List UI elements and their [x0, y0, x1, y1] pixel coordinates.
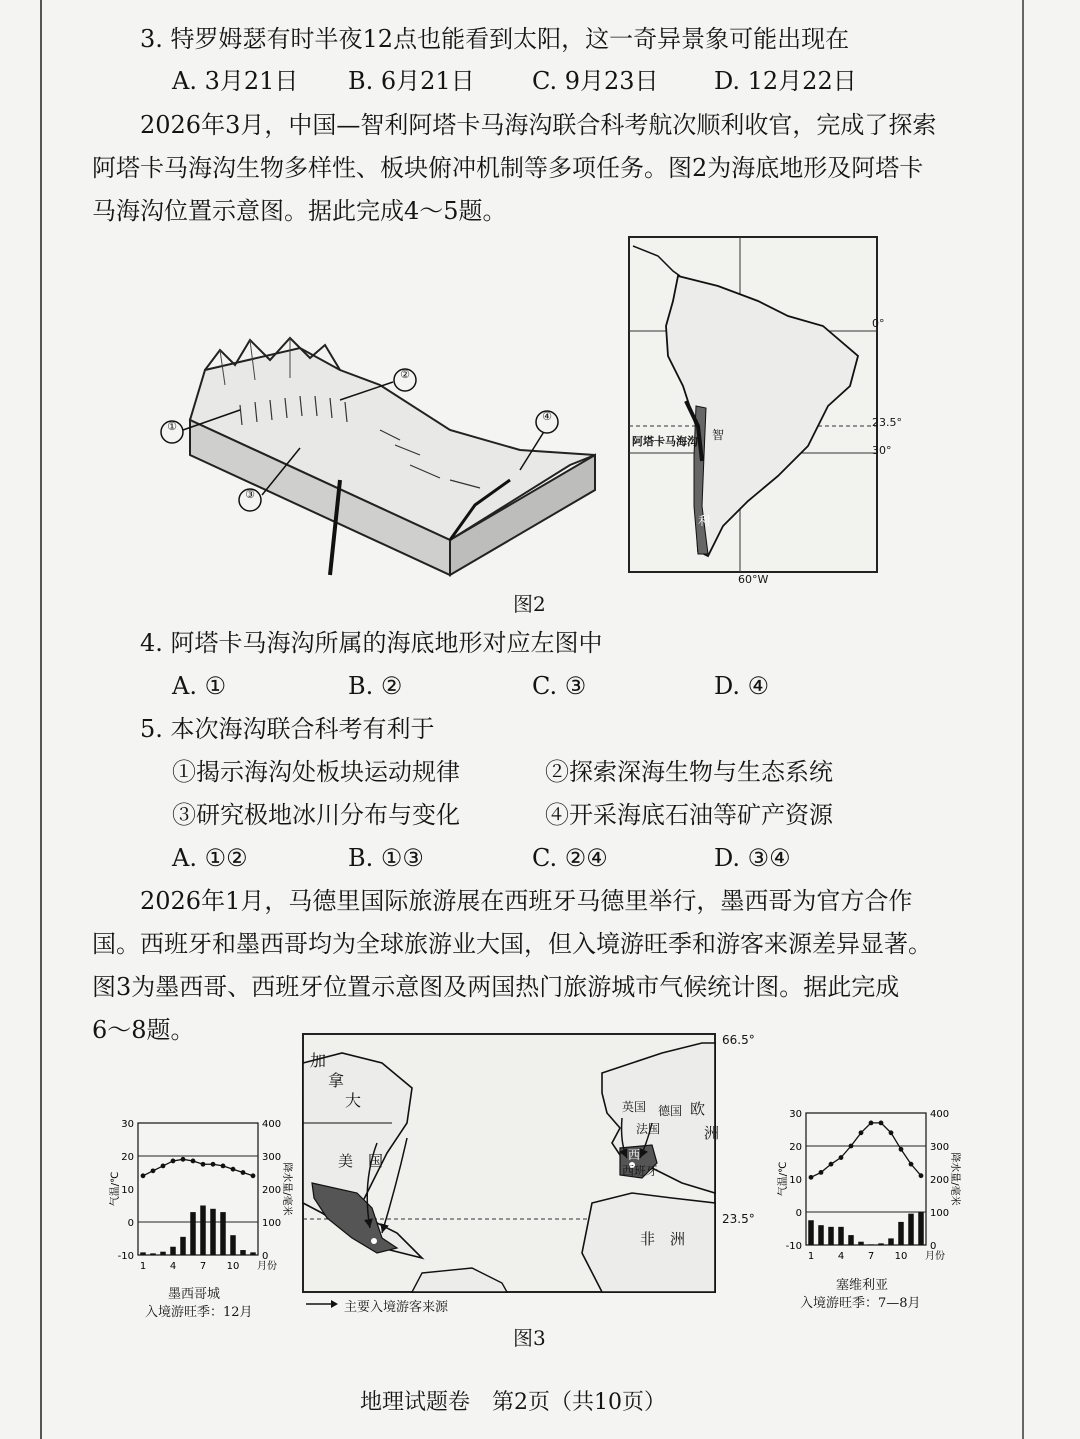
precip-bar: [888, 1238, 894, 1245]
precip-tick-label: 300: [930, 1142, 950, 1153]
q5-item-4: ④开采海底石油等矿产资源: [545, 801, 833, 829]
q3-option-a: A. 3月21日: [172, 67, 299, 95]
temp-point: [889, 1130, 894, 1135]
right-chart-city: 塞维利亚: [836, 1278, 889, 1293]
precip-bar: [160, 1252, 166, 1255]
temp-tick-label: 10: [789, 1175, 802, 1186]
month-tick-label: 10: [894, 1251, 908, 1262]
q4-option-b: B. ②: [348, 672, 403, 700]
precip-tick-label: 0: [930, 1241, 937, 1252]
month-tick-label: 7: [867, 1251, 875, 1262]
temp-point: [231, 1167, 236, 1172]
precip-bar: [200, 1206, 206, 1256]
fig3-caption: 图3: [513, 1326, 546, 1350]
passage1-line3: 马海沟位置示意图。据此完成4～5题。: [92, 197, 507, 225]
map-label-europe-1: 欧: [690, 1100, 706, 1118]
temp-point: [191, 1159, 196, 1164]
seafloor-block-diagram: [150, 330, 610, 580]
map-label-france: 法国: [636, 1122, 661, 1136]
passage2-line4: 6～8题。: [92, 1016, 195, 1044]
map-label-lat-30: 30°: [872, 444, 892, 457]
temp-point: [819, 1170, 824, 1175]
temp-point: [809, 1175, 814, 1180]
precip-bar: [210, 1209, 216, 1255]
temp-point: [221, 1164, 226, 1169]
precip-bar: [838, 1227, 844, 1245]
temp-point: [879, 1121, 884, 1126]
temp-point: [241, 1170, 246, 1175]
q5-option-c: C. ②④: [532, 844, 608, 872]
q4-option-c: C. ③: [532, 672, 587, 700]
q3-option-c: C. 9月23日: [532, 67, 659, 95]
block-label-1: ①: [167, 420, 177, 433]
page-border-left: [40, 0, 42, 1439]
map-label-canada-2: 拿: [328, 1071, 345, 1090]
precip-tick-label: 400: [930, 1109, 950, 1120]
block-label-2: ②: [400, 368, 410, 381]
precip-axis-label: 降水量/毫米: [281, 1162, 292, 1216]
q4-stem: 4. 阿塔卡马海沟所属的海底地形对应左图中: [140, 629, 603, 657]
map-label-germany: 德国: [658, 1104, 683, 1118]
q5-option-b: B. ①③: [348, 844, 424, 872]
precip-bar: [898, 1222, 904, 1245]
q5-option-d: D. ③④: [714, 844, 791, 872]
map-label-lat-0: 0°: [872, 317, 885, 330]
precip-bar: [858, 1242, 864, 1245]
temp-tick-label: 0: [127, 1218, 134, 1229]
q5-item-1: ①揭示海沟处板块运动规律: [172, 758, 460, 786]
map-legend-label: 主要入境游客来源: [344, 1300, 449, 1315]
temp-line: [143, 1159, 253, 1176]
precip-bar: [180, 1237, 186, 1255]
q3-option-b: B. 6月21日: [348, 67, 475, 95]
temp-tick-label: -10: [785, 1241, 802, 1252]
month-tick-label: 1: [807, 1251, 815, 1262]
temp-axis-label: 气温/℃: [110, 1171, 121, 1207]
temp-line: [811, 1123, 921, 1177]
precip-bar: [190, 1212, 196, 1255]
temp-point: [251, 1173, 256, 1178]
chart-frame: [138, 1123, 258, 1255]
map-label-africa: 非 洲: [640, 1230, 686, 1248]
block-label-3: ③: [245, 488, 255, 501]
left-chart-season: 入境游旺季：12月: [145, 1305, 253, 1320]
map-label-lat-23-fig3: 23.5°: [722, 1212, 755, 1226]
map-label-usa: 美 国: [338, 1152, 384, 1170]
map-label-trench: 阿塔卡马海沟: [632, 435, 698, 448]
south-america-map: [628, 236, 878, 573]
precip-bar: [250, 1252, 256, 1255]
map-label-spain-short: 西: [628, 1148, 641, 1162]
map-label-chile-1: 智: [712, 428, 725, 442]
map-label-spain: 西班牙: [622, 1164, 659, 1178]
page-footer: 地理试题卷 第2页（共10页）: [360, 1390, 666, 1415]
temp-point: [899, 1147, 904, 1152]
temp-tick-label: 0: [795, 1208, 802, 1219]
month-tick-label: 4: [837, 1251, 845, 1262]
q3-stem: 3. 特罗姆瑟有时半夜12点也能看到太阳，这一奇异景象可能出现在: [140, 25, 850, 53]
temp-point: [171, 1159, 176, 1164]
q3-option-d: D. 12月22日: [714, 67, 857, 95]
precip-bar: [918, 1212, 924, 1245]
precip-bar: [140, 1252, 146, 1255]
temp-tick-label: -10: [117, 1251, 134, 1262]
month-tick-label: 10: [226, 1261, 240, 1272]
precip-bar: [240, 1250, 246, 1255]
precip-tick-label: 400: [262, 1119, 282, 1130]
q4-option-d: D. ④: [714, 672, 770, 700]
page-border-right: [1022, 0, 1024, 1439]
month-axis-label: 月份: [925, 1251, 945, 1262]
month-tick-label: 4: [169, 1261, 177, 1272]
passage2-line1: 2026年1月，马德里国际旅游展在西班牙马德里举行，墨西哥为官方合作: [140, 887, 913, 915]
block-label-4: ④: [542, 410, 552, 423]
fig2-caption: 图2: [513, 592, 546, 616]
precip-tick-label: 200: [262, 1185, 282, 1196]
precip-bar: [908, 1214, 914, 1245]
temp-tick-label: 30: [121, 1119, 134, 1130]
temp-point: [141, 1173, 146, 1178]
month-axis-label: 月份: [257, 1261, 277, 1272]
temp-point: [919, 1173, 924, 1178]
q5-item-3: ③研究极地冰川分布与变化: [172, 801, 460, 829]
temp-point: [849, 1144, 854, 1149]
precip-bar: [220, 1212, 226, 1255]
chart-frame: [806, 1113, 926, 1245]
precip-tick-label: 100: [262, 1218, 282, 1229]
map-label-uk: 英国: [622, 1100, 647, 1114]
month-tick-label: 1: [139, 1261, 147, 1272]
map-label-lat-23: 23.5°: [872, 416, 902, 429]
q4-option-a: A. ①: [172, 672, 227, 700]
precip-bar: [170, 1247, 176, 1255]
temp-point: [839, 1155, 844, 1160]
temp-point: [181, 1157, 186, 1162]
precip-bar: [808, 1220, 814, 1245]
temp-point: [909, 1162, 914, 1167]
q5-option-a: A. ①②: [172, 844, 248, 872]
q5-item-2: ②探索深海生物与生态系统: [545, 758, 833, 786]
temp-point: [161, 1164, 166, 1169]
temp-point: [211, 1162, 216, 1167]
map-label-europe-2: 洲: [704, 1124, 720, 1142]
temp-axis-label: 气温/℃: [778, 1161, 789, 1197]
temp-point: [869, 1121, 874, 1126]
precip-tick-label: 300: [262, 1152, 282, 1163]
precip-bar: [878, 1243, 884, 1245]
map-label-canada-3: 大: [345, 1091, 362, 1110]
temp-point: [859, 1130, 864, 1135]
month-tick-label: 7: [199, 1261, 207, 1272]
precip-tick-label: 100: [930, 1208, 950, 1219]
left-chart-city: 墨西哥城: [168, 1287, 221, 1302]
q5-stem: 5. 本次海沟联合科考有利于: [140, 715, 435, 743]
map-label-lat-66: 66.5°: [722, 1033, 755, 1047]
temp-tick-label: 30: [789, 1109, 802, 1120]
precip-tick-label: 200: [930, 1175, 950, 1186]
precip-tick-label: 0: [262, 1251, 269, 1262]
precip-bar: [230, 1235, 236, 1255]
precip-bar: [150, 1253, 156, 1255]
map-label-chile-2: 利: [698, 514, 711, 528]
precip-bar: [828, 1227, 834, 1245]
temp-point: [201, 1162, 206, 1167]
right-chart-season: 入境游旺季：7—8月: [800, 1296, 921, 1311]
passage1-line1: 2026年3月，中国—智利阿塔卡马海沟联合科考航次顺利收官，完成了探索: [140, 111, 937, 139]
precip-axis-label: 降水量/毫米: [949, 1152, 960, 1206]
precip-bar: [848, 1235, 854, 1245]
temp-tick-label: 20: [789, 1142, 802, 1153]
passage2-line3: 图3为墨西哥、西班牙位置示意图及两国热门旅游城市气候统计图。据此完成: [92, 973, 900, 1001]
precip-bar: [818, 1225, 824, 1245]
precip-bar: [868, 1244, 874, 1245]
temp-point: [151, 1168, 156, 1173]
temp-point: [829, 1162, 834, 1167]
temp-tick-label: 10: [121, 1185, 134, 1196]
passage2-line2: 国。西班牙和墨西哥均为全球旅游业大国，但入境游旺季和游客来源差异显著。: [92, 930, 932, 958]
temp-tick-label: 20: [121, 1152, 134, 1163]
passage1-line2: 阿塔卡马海沟生物多样性、板块俯冲机制等多项任务。图2为海底地形及阿塔卡: [92, 154, 924, 182]
map-label-lon-60: 60°W: [738, 573, 769, 586]
legend-arrow-icon: [305, 1298, 339, 1310]
map-label-canada-1: 加: [310, 1051, 327, 1070]
